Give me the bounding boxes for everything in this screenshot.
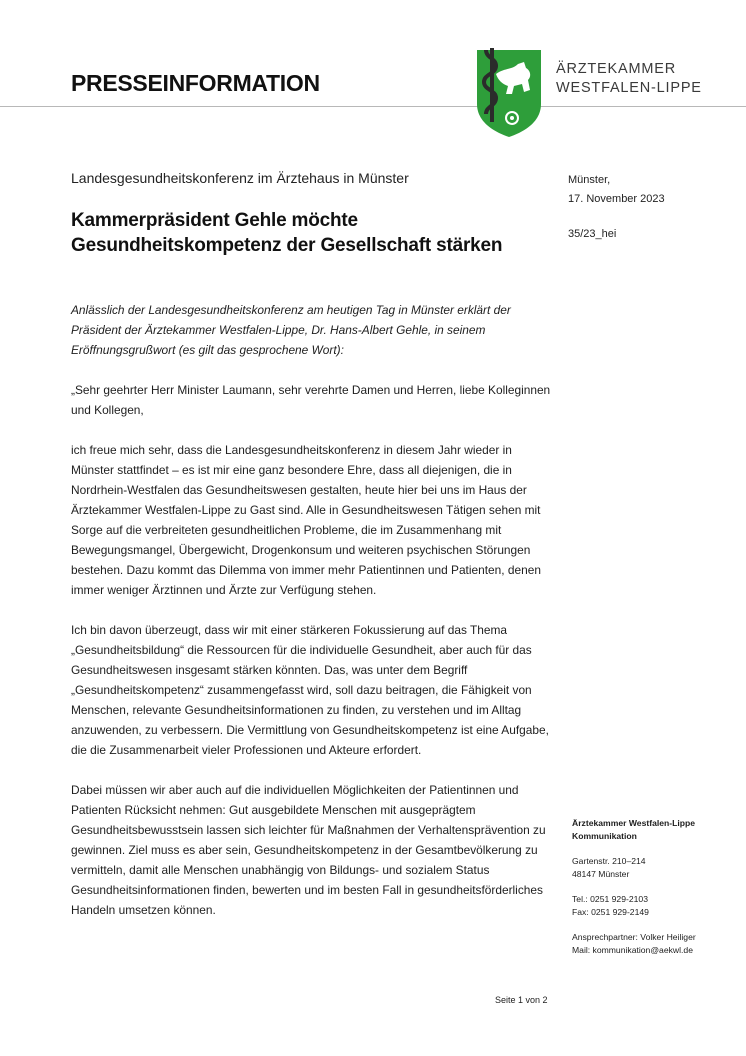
contact-tel: Tel.: 0251 929-2103 xyxy=(572,894,648,904)
body-paragraph: ich freue mich sehr, dass die Landesgesundheitskonferenz in diesem Jahr wieder in Münster stattfindet – es ist mir eine ganz besondere Ehre, dass all diejenigen, die in Nordrhein-Westfalen das Gesundheitswesen gestalten, heute hier bei uns im Haus der Ärztekammer Westfalen-Lippe zu Gast sind. Alle in Gesundheitswesen Tätigen sehen mit Sorge auf die verbreiteten gesundheitlichen Probleme, die im Zusammenhang mit Bewegungsmangel, Übergewicht, Drogenkonsum und weiteren psychischen Störungen bestehen. Dazu kommt das Dilemma von immer mehr Patientinnen und Patienten, denen immer weniger Ärztinnen und Ärzte zur Verfügung stehen. xyxy=(71,443,541,597)
contact-org: Ärztekammer Westfalen-Lippe xyxy=(572,818,696,828)
org-name-line1: ÄRZTEKAMMER xyxy=(556,61,676,77)
document-title: PRESSEINFORMATION xyxy=(71,70,320,96)
article-overline: Landesgesundheitskonferenz im Ärztehaus in Münster xyxy=(71,170,409,186)
contact-city: 48147 Münster xyxy=(572,869,630,879)
press-meta xyxy=(568,171,665,244)
body-paragraph: Ich bin davon überzeugt, dass wir mit einer stärkeren Fokussierung auf das Thema „Gesundheitsbildung“ die Ressourcen für die individuelle Gesundheit, aber auch für das Gesundheitswesen insgesamt stärken könnten. Das, was unter dem Begriff „Gesundheitskompetenz“ zusammengefasst wird, soll dazu beitragen, die Fähigkeit von Menschen, relevante Gesundheitsinformationen zu finden, zu verstehen und im Alltag anzuwenden, zu verbessern. Die Vermittlung von Gesundheitskompetenz ist eine Aufgabe, die die Zusammenarbeit vieler Professionen und Akteure erfordert. xyxy=(71,623,549,757)
article-headline xyxy=(71,208,541,258)
meta-date: 17. November 2023 xyxy=(568,193,665,205)
contact-box xyxy=(572,817,742,957)
contact-mail: Mail: kommunikation@aekwl.de xyxy=(572,945,693,955)
header-divider xyxy=(0,106,746,107)
contact-dept: Kommunikation xyxy=(572,831,637,841)
page-number: Seite 1 von 2 xyxy=(495,995,548,1005)
contact-person: Ansprechpartner: Volker Heiliger xyxy=(572,932,696,942)
org-name-line2: WESTFALEN-LIPPE xyxy=(556,80,702,96)
intro-paragraph: Anlässlich der Landesgesundheitskonferenz am heutigen Tag in Münster erklärt der Präsident der Ärztekammer Westfalen-Lippe, Dr. Hans-Albert Gehle, in seinem Eröffnungsgrußwort (es gilt das gesprochene Wort): xyxy=(71,303,511,357)
headline-line2: Gesundheitskompetenz der Gesellschaft stärken xyxy=(71,235,503,256)
meta-reference: 35/23_hei xyxy=(568,228,617,240)
salutation-paragraph: „Sehr geehrter Herr Minister Laumann, sehr verehrte Damen und Herren, liebe Kolleginnen und Kollegen, xyxy=(71,383,551,417)
contact-fax: Fax: 0251 929-2149 xyxy=(572,907,649,917)
contact-street: Gartenstr. 210–214 xyxy=(572,856,646,866)
aekwl-logo-icon xyxy=(474,46,544,138)
body-paragraph: Dabei müssen wir aber auch auf die individuellen Möglichkeiten der Patientinnen und Patienten Rücksicht nehmen: Gut ausgebildete Menschen mit ausgeprägtem Gesundheitsbewusstsein lassen sich leichter für Maßnahmen der Verhaltensprävention zu gewinnen. Ziel muss es aber sein, Gesundheitskompetenz in der Gesamtbevölkerung zu vermitteln, damit alle Menschen unabhängig von Bildungs- und sozialem Status Gesundheitsinformationen finden, bewerten und im besten Fall in gesundheitsförderliches Handeln umsetzen können. xyxy=(71,783,546,917)
headline-line1: Kammerpräsident Gehle möchte xyxy=(71,210,358,231)
organization-name xyxy=(556,60,702,98)
meta-place: Münster, xyxy=(568,174,611,186)
article-body xyxy=(71,300,551,940)
